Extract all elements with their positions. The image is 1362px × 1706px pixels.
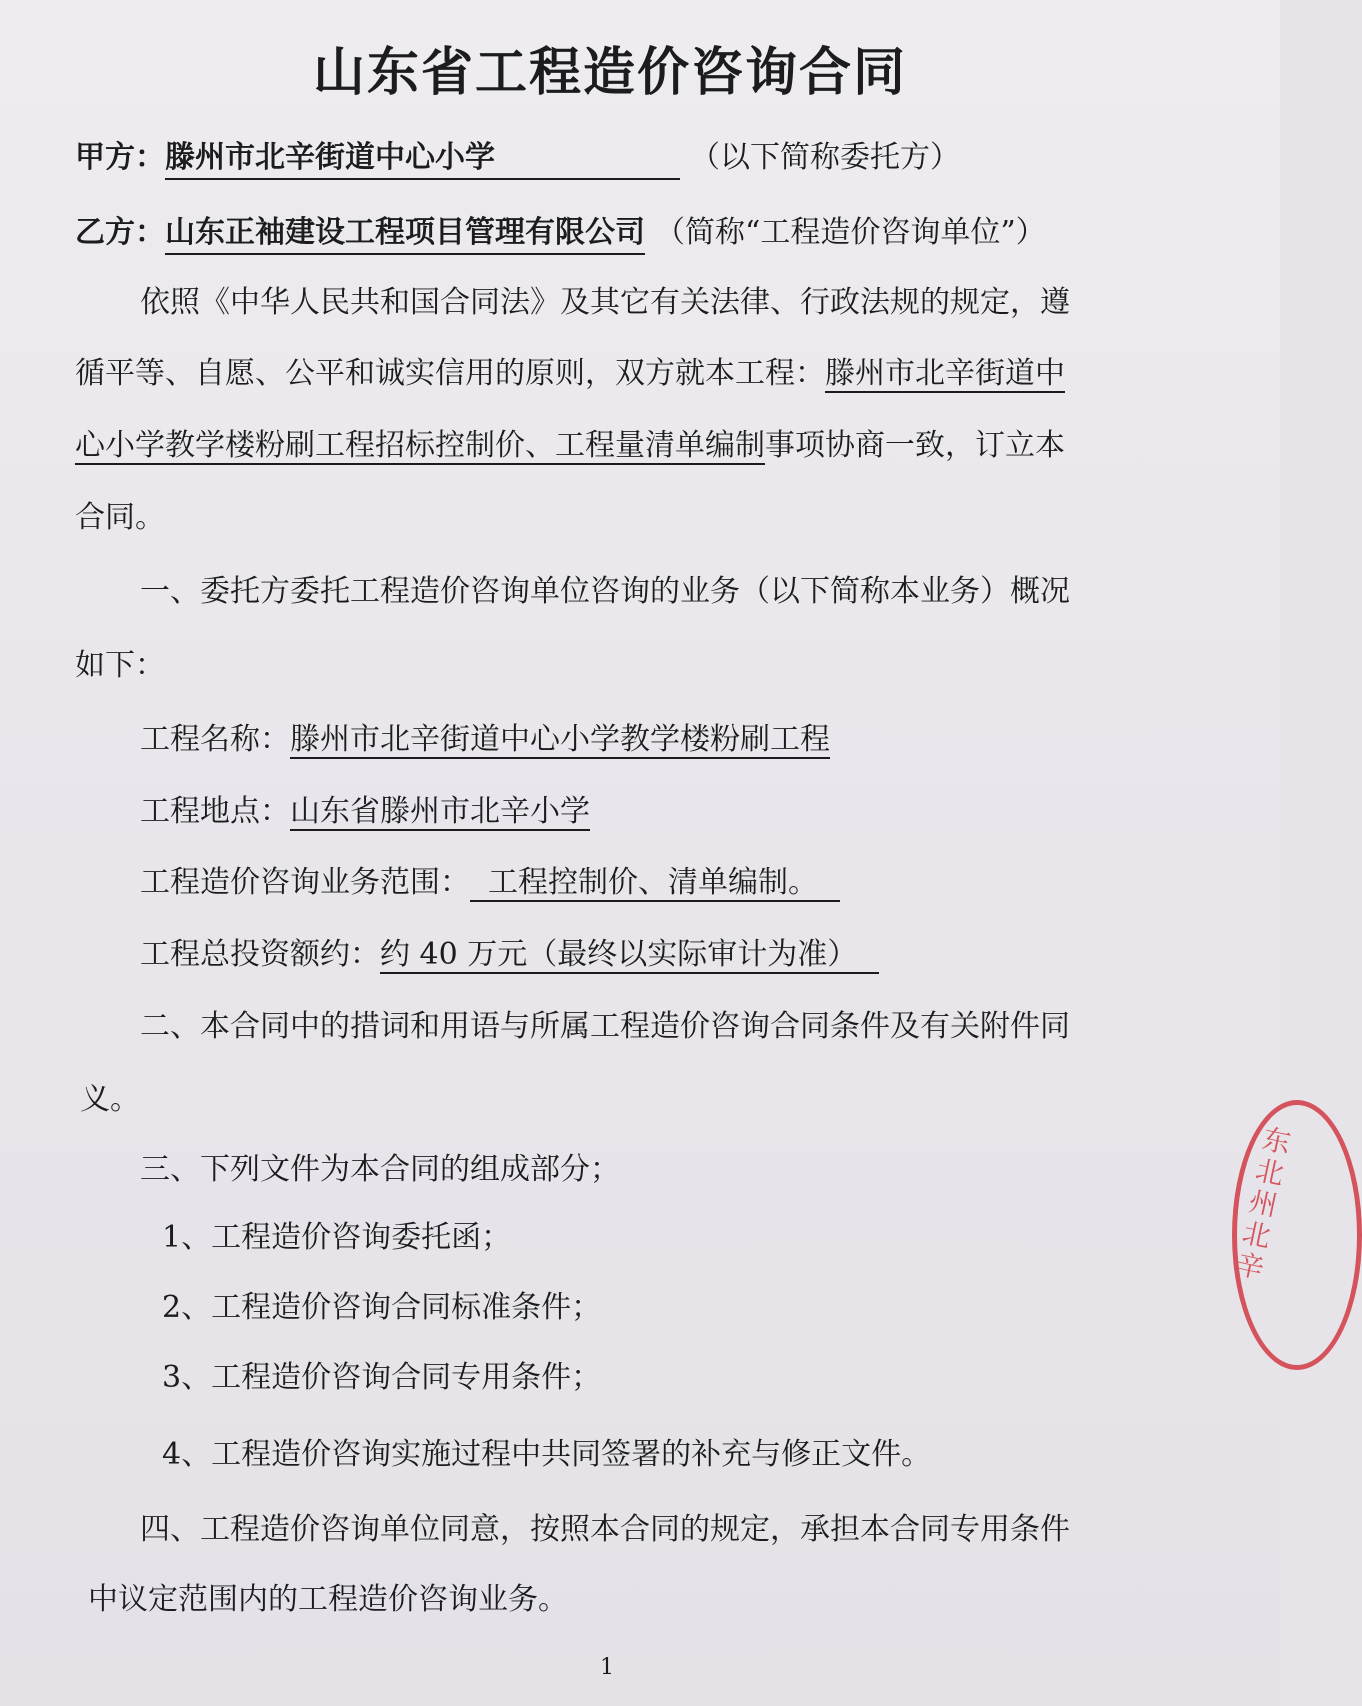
party-a-name: 滕州市北辛街道中心小学 xyxy=(165,138,680,180)
page-number: 1 xyxy=(600,1655,614,1680)
official-seal xyxy=(1232,1100,1362,1370)
intro-line-4: 合同。 xyxy=(75,500,165,535)
party-b-name: 山东正袖建设工程项目管理有限公司 xyxy=(165,213,645,255)
intro-line-3 xyxy=(75,426,1065,466)
section-3-item-1: 1、工程造价咨询委托函； xyxy=(162,1220,512,1255)
party-a-note: （以下简称委托方） xyxy=(690,140,960,175)
intro-line-2-prefix: 循平等、自愿、公平和诚实信用的原则，双方就本工程： xyxy=(75,356,825,391)
party-b-label: 乙方： xyxy=(75,215,165,250)
project-name-label: 工程名称： xyxy=(140,722,290,757)
project-investment-value: 约 40 万元（最终以实际审计为准） xyxy=(380,937,879,974)
section-4-line-1: 四、工程造价咨询单位同意，按照本合同的规定，承担本合同专用条件 xyxy=(140,1512,1070,1547)
party-a-line xyxy=(75,138,960,180)
party-b-note: （简称“工程造价咨询单位”） xyxy=(655,215,1046,250)
intro-line-1: 依照《中华人民共和国合同法》及其它有关法律、行政法规的规定，遵 xyxy=(140,285,1070,320)
project-scope-label: 工程造价咨询业务范围： xyxy=(140,865,470,900)
project-location-line xyxy=(140,792,590,832)
section-1-line-2: 如下： xyxy=(75,648,165,683)
project-scope-value: 工程控制价、清单编制。 xyxy=(470,865,840,902)
intro-line-2 xyxy=(75,354,1065,394)
section-3-item-3: 3、工程造价咨询合同专用条件； xyxy=(162,1360,602,1395)
section-2-line-2: 义。 xyxy=(80,1082,140,1117)
project-name-line xyxy=(140,720,830,760)
section-4-line-2: 中议定范围内的工程造价咨询业务。 xyxy=(88,1582,568,1617)
party-a-label: 甲方： xyxy=(75,140,165,175)
project-scope-line xyxy=(140,863,840,903)
project-location-value: 山东省滕州市北辛小学 xyxy=(290,794,590,829)
document-title: 山东省工程造价咨询合同 xyxy=(312,43,907,103)
section-3-item-4: 4、工程造价咨询实施过程中共同签署的补充与修正文件。 xyxy=(162,1437,932,1472)
section-3-item-2: 2、工程造价咨询合同标准条件； xyxy=(162,1290,602,1325)
intro-line-3-suffix: 事项协商一致，订立本 xyxy=(765,428,1065,463)
section-2-line-1: 二、本合同中的措词和用语与所属工程造价咨询合同条件及有关附件同 xyxy=(140,1009,1070,1044)
intro-line-3-project: 心小学教学楼粉刷工程招标控制价、工程量清单编制 xyxy=(75,428,765,463)
seal-text: 东北州北辛 xyxy=(1232,1122,1294,1286)
section-3-heading: 三、下列文件为本合同的组成部分； xyxy=(140,1152,620,1187)
section-1-line-1: 一、委托方委托工程造价咨询单位咨询的业务（以下简称本业务）概况 xyxy=(140,574,1070,609)
project-location-label: 工程地点： xyxy=(140,794,290,829)
project-name-value: 滕州市北辛街道中心小学教学楼粉刷工程 xyxy=(290,722,830,757)
project-investment-label: 工程总投资额约： xyxy=(140,937,380,972)
intro-line-2-project: 滕州市北辛街道中 xyxy=(825,356,1065,391)
party-b-line xyxy=(75,213,1046,255)
project-investment-line xyxy=(140,935,879,975)
